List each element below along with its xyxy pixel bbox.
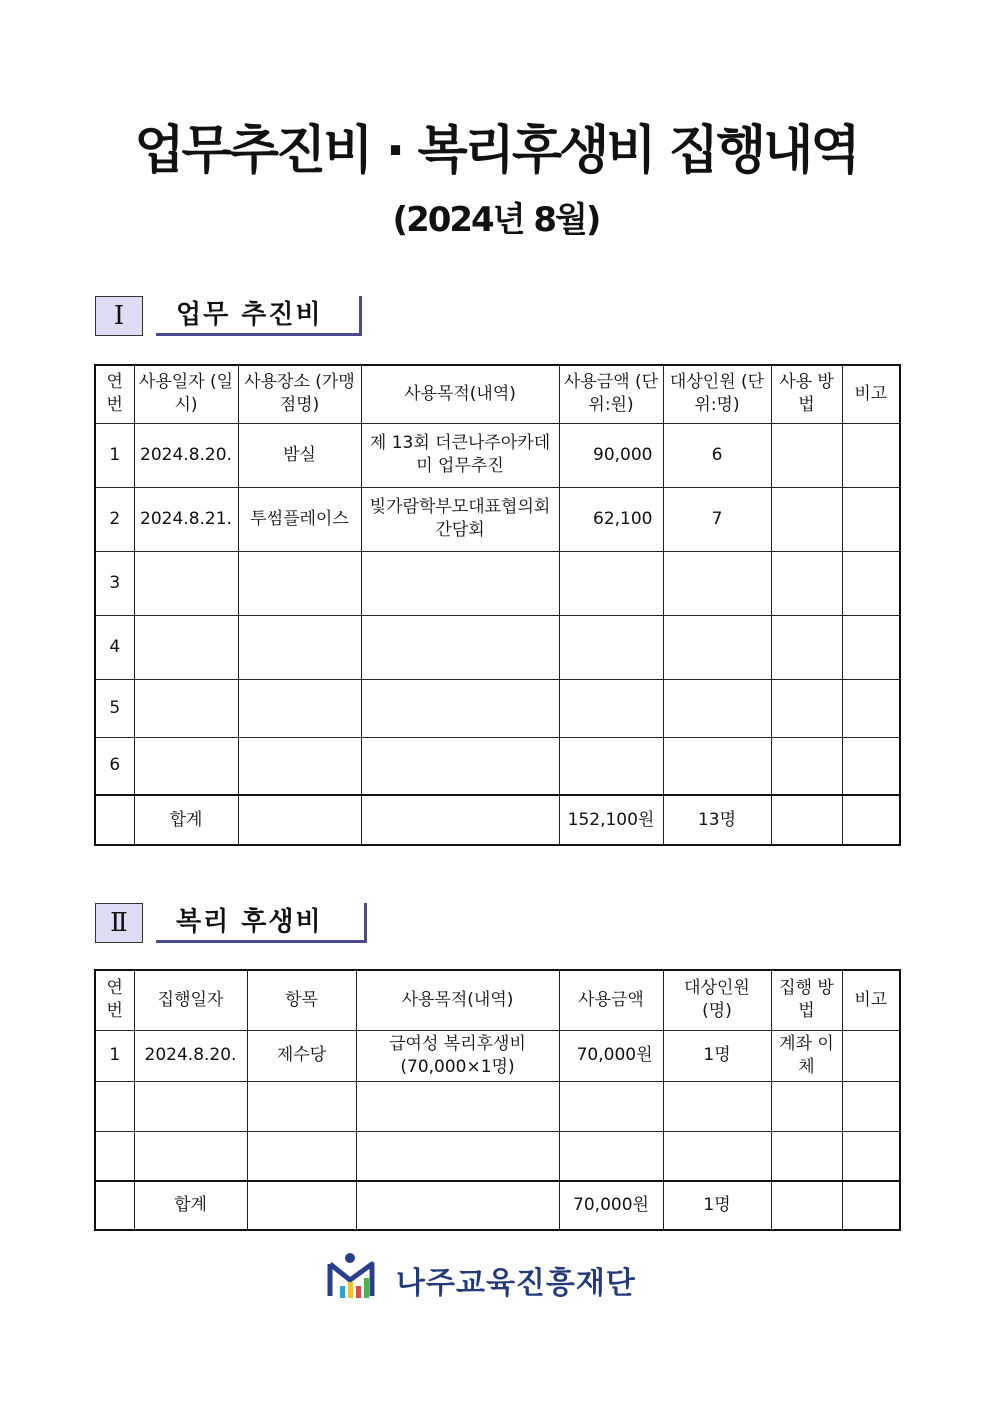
header-cell: 집행일자 (134, 970, 247, 1030)
row-note (842, 423, 900, 487)
total-empty-cell (356, 1181, 559, 1230)
row-method (771, 615, 842, 679)
row-place: 투썸플레이스 (238, 487, 361, 551)
total-row (95, 1181, 900, 1230)
row-purpose: 제 13회 더큰나주아카데미 업무추진 (361, 423, 559, 487)
header-cell: 사용금액 (559, 970, 663, 1030)
foundation-logo-icon (326, 1252, 382, 1302)
section1-title: 업무 추진비 (156, 296, 362, 336)
header-cell: 사용장소 (가맹점명) (238, 365, 361, 423)
row-purpose: 빛가람학부모대표협의회 간담회 (361, 487, 559, 551)
row-amount (559, 737, 663, 795)
header-cell: 사용목적(내역) (361, 365, 559, 423)
row-note (842, 1081, 900, 1131)
row-no: 3 (95, 551, 134, 615)
header-cell: 사용금액 (단위:원) (559, 365, 663, 423)
total-people: 13명 (663, 795, 771, 845)
row-date: 2024.8.20. (134, 423, 238, 487)
row-purpose (361, 679, 559, 737)
total-empty-cell (771, 795, 842, 845)
welfare-table (94, 969, 901, 1231)
total-empty-cell (247, 1181, 356, 1230)
row-method (771, 1081, 842, 1131)
row-amount: 90,000 (559, 423, 663, 487)
header-cell: 연번 (95, 970, 134, 1030)
row-no: 2 (95, 487, 134, 551)
row-no: 1 (95, 423, 134, 487)
table-row (95, 551, 900, 615)
table-row (95, 1030, 900, 1081)
footer-logo (326, 1252, 646, 1304)
header-cell: 연번 (95, 365, 134, 423)
total-empty-cell (95, 1181, 134, 1230)
total-empty-cell (95, 795, 134, 845)
row-date (134, 1131, 247, 1181)
row-note (842, 615, 900, 679)
table-row (95, 737, 900, 795)
row-note (842, 487, 900, 551)
header-cell: 대상인원 (명) (663, 970, 771, 1030)
row-note (842, 1131, 900, 1181)
row-people (663, 679, 771, 737)
row-date (134, 679, 238, 737)
row-no: 4 (95, 615, 134, 679)
row-no: 5 (95, 679, 134, 737)
row-amount: 70,000원 (559, 1030, 663, 1081)
row-no: 6 (95, 737, 134, 795)
row-purpose (361, 551, 559, 615)
row-place (238, 551, 361, 615)
row-amount (559, 551, 663, 615)
row-amount (559, 1081, 663, 1131)
total-empty-cell (771, 1181, 842, 1230)
header-cell: 비고 (842, 970, 900, 1030)
row-place: 밤실 (238, 423, 361, 487)
row-people (663, 737, 771, 795)
row-date (134, 1081, 247, 1131)
row-date (134, 615, 238, 679)
row-method (771, 679, 842, 737)
row-note (842, 551, 900, 615)
total-amount: 70,000원 (559, 1181, 663, 1230)
row-people: 1명 (663, 1030, 771, 1081)
row-purpose (356, 1131, 559, 1181)
row-method (771, 423, 842, 487)
total-amount: 152,100원 (559, 795, 663, 845)
row-purpose (356, 1081, 559, 1131)
table-header-row (95, 365, 900, 423)
table-row (95, 1081, 900, 1131)
row-method (771, 737, 842, 795)
row-amount (559, 679, 663, 737)
row-people (663, 1131, 771, 1181)
table-row (95, 423, 900, 487)
page-subtitle: (2024년 8월) (392, 200, 600, 240)
header-cell: 집행 방법 (771, 970, 842, 1030)
row-method (771, 1131, 842, 1181)
total-label: 합계 (134, 795, 238, 845)
row-date (134, 551, 238, 615)
row-item (247, 1081, 356, 1131)
header-cell: 항목 (247, 970, 356, 1030)
total-empty-cell (238, 795, 361, 845)
table-row (95, 487, 900, 551)
row-note (842, 679, 900, 737)
row-purpose: 급여성 복리후생비 (70,000×1명) (356, 1030, 559, 1081)
row-place (238, 679, 361, 737)
row-date: 2024.8.21. (134, 487, 238, 551)
row-method (771, 551, 842, 615)
row-place (238, 615, 361, 679)
row-people (663, 551, 771, 615)
row-amount: 62,100 (559, 487, 663, 551)
expense-table (94, 364, 901, 846)
section2-title: 복리 후생비 (156, 903, 367, 943)
row-method (771, 487, 842, 551)
total-people: 1명 (663, 1181, 771, 1230)
row-purpose (361, 615, 559, 679)
row-no (95, 1131, 134, 1181)
row-date: 2024.8.20. (134, 1030, 247, 1081)
row-item (247, 1131, 356, 1181)
row-item: 제수당 (247, 1030, 356, 1081)
header-cell: 대상인원 (단위:명) (663, 365, 771, 423)
row-amount (559, 615, 663, 679)
row-people: 6 (663, 423, 771, 487)
row-no (95, 1081, 134, 1131)
row-people: 7 (663, 487, 771, 551)
row-date (134, 737, 238, 795)
row-purpose (361, 737, 559, 795)
row-amount (559, 1131, 663, 1181)
header-cell: 비고 (842, 365, 900, 423)
header-cell: 사용 방법 (771, 365, 842, 423)
row-method: 계좌 이체 (771, 1030, 842, 1081)
total-empty-cell (361, 795, 559, 845)
row-no: 1 (95, 1030, 134, 1081)
row-place (238, 737, 361, 795)
total-label: 합계 (134, 1181, 247, 1230)
row-note (842, 1030, 900, 1081)
total-empty-cell (842, 795, 900, 845)
row-people (663, 1081, 771, 1131)
table-row (95, 679, 900, 737)
table-header-row (95, 970, 900, 1030)
header-cell: 사용일자 (일시) (134, 365, 238, 423)
table-row (95, 615, 900, 679)
section1-number: Ⅰ (95, 296, 143, 336)
section2-number: Ⅱ (95, 903, 143, 943)
page-title: 업무추진비 · 복리후생비 집행내역 (134, 121, 858, 181)
header-cell: 사용목적(내역) (356, 970, 559, 1030)
total-empty-cell (842, 1181, 900, 1230)
footer-org-name: 나주교육진흥재단 (396, 1266, 636, 1301)
row-note (842, 737, 900, 795)
row-people (663, 615, 771, 679)
table-row (95, 1131, 900, 1181)
total-row (95, 795, 900, 845)
